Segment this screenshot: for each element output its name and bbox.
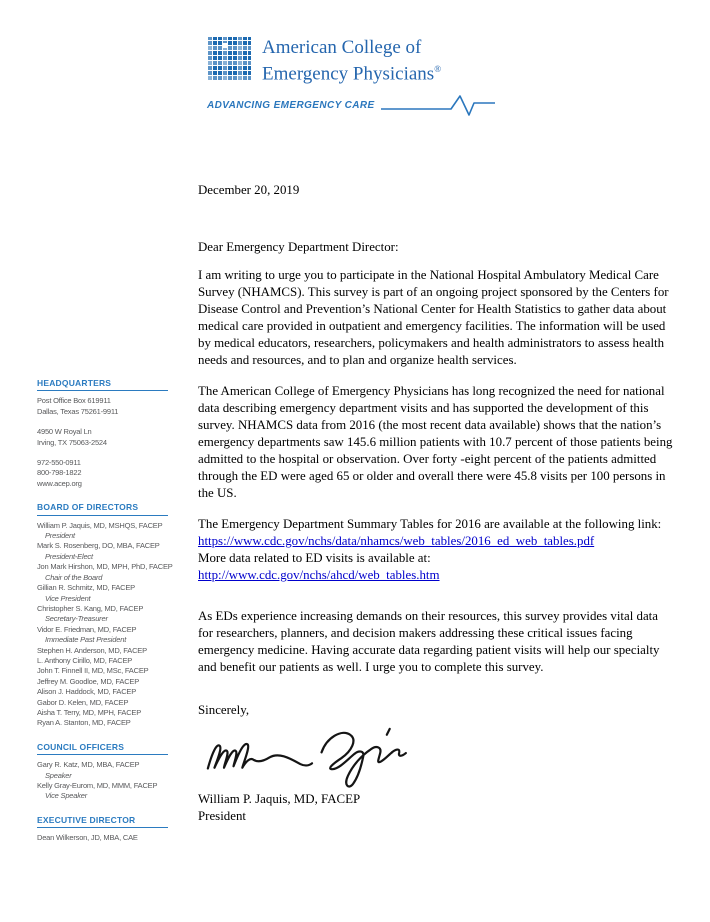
phone-number: 800-798-1822 [37,468,82,478]
board-member: Aisha T. Terry, MD, MPH, FACEP [37,707,142,717]
board-member: Gabor D. Kelen, MD, FACEP [37,697,129,707]
board-member: William P. Jaquis, MD, MSHQS, FACEP President [37,520,163,541]
closing: Sincerely, [198,703,250,717]
org-name-line2: Emergency Physicians® [262,62,442,84]
board-member: Stephen H. Anderson, MD, FACEP [37,645,147,655]
executive-director-heading: EXECUTIVE DIRECTOR [37,815,168,828]
board-member: Ryan A. Stanton, MD, FACEP [37,718,131,728]
org-name-line1: American College of [262,37,422,58]
board-of-directors-heading: BOARD OF DIRECTORS [37,502,168,515]
ed-visits-data-link[interactable]: http://www.cdc.gov/nchs/ahcd/web_tables.htm [198,568,440,582]
links-block [198,516,676,584]
salutation: Dear Emergency Department Director: [198,240,399,254]
acep-logo-grid-icon [207,37,251,81]
paragraph-2: The American College of Emergency Physicians has long recognized the need for national data describing emergency department visits and has supported the development of this survey. NHAMCS data from 2016 (the most recent data available) shows that the nation’s emergency departments saw 145.6 million patients with 10.7 percent of those patients being admitted to the hospital or observation. Over forty -eight percent of the patients admitted through the ED were aged 65 or older and overall there were 45.8 visits per 100 persons in the US. [198,384,673,500]
org-name [262,37,441,84]
letter-date: December 20, 2019 [198,183,300,197]
phone-number: 972-550-0911 [37,458,81,468]
hq-contact [37,458,168,489]
hq-po-box: Post Office Box 619911 Dallas, Texas 75261-9911 [37,396,119,416]
summary-tables-link[interactable]: https://www.cdc.gov/nchs/data/nhamcs/web_tables/2016_ed_web_tables.pdf [198,534,595,548]
website-url: www.acep.org [37,478,82,488]
link-intro-2: More data related to ED visits is available at: [198,551,431,565]
council-officer: Gary R. Katz, MD, MBA, FACEP Speaker [37,760,140,780]
board-member: Christopher S. Kang, MD, FACEP Secretary-Treasurer [37,603,144,624]
board-member: Gillian R. Schmitz, MD, FACEP Vice President [37,583,135,603]
link-intro-1: The Emergency Department Summary Tables for 2016 are available at the following link: [198,517,662,531]
board-member: L. Anthony Cirillo, MD, FACEP [37,655,133,665]
council-officer: Kelly Gray-Eurom, MD, MMM, FACEP Vice Speaker [37,781,158,801]
letter-body [198,182,676,825]
headquarters-heading: HEADQUARTERS [37,378,168,391]
board-member: John T. Finnell II, MD, MSc, FACEP [37,666,149,676]
signer-block [198,791,676,825]
paragraph-3: As EDs experience increasing demands on their resources, this survey provides vital data for researchers, planners, and decision makers addressing these critical issues facing emergency medicine. Having accurate data regarding patient visits will help our specialty and benefit our patients as well. I urge you to complete this survey. [198,609,660,674]
sidebar [37,378,173,857]
sidebar-section-headquarters [37,378,168,489]
tagline [207,92,499,118]
council-officers-heading: COUNCIL OFFICERS [37,742,168,755]
board-member: Alison J. Haddock, MD, FACEP [37,687,137,697]
acep-logo [207,37,441,84]
hq-street-address: 4950 W Royal Ln Irving, TX 75063-2524 [37,427,107,447]
registered-mark: ® [434,63,442,74]
board-member: Vidor E. Friedman, MD, FACEP Immediate Past President [37,624,137,645]
board-member: Mark S. Rosenberg, DO, MBA, FACEP President-Elect [37,541,160,561]
tagline-text: ADVANCING EMERGENCY CARE [207,99,375,111]
board-member: Jeffrey M. Goodloe, MD, FACEP [37,676,140,686]
sidebar-section-executive [37,815,168,844]
signer-title: President [198,809,246,823]
paragraph-1: I am writing to urge you to participate in the National Hospital Ambulatory Medical Care Survey (NHAMCS). This survey is part of an ongoing project sponsored by the Centers for Disease Control and Prevention’s National Center for Health Statistics to gather data about medical care provided in outpatient and emergency facilities. The information will be used by medical educators, researchers, policymakers and health administrators to assess health needs and resources, and to plan and organize health services. [198,268,669,367]
signature-image [198,723,676,789]
acep-logo-gap [222,43,227,48]
ekg-heartbeat-icon [379,92,499,118]
sidebar-section-board [37,502,173,729]
board-member: Jon Mark Hirshon, MD, MPH, PhD, FACEP Chair of the Board [37,562,173,582]
signer-name: William P. Jaquis, MD, FACEP [198,792,361,806]
executive-director: Dean Wilkerson, JD, MBA, CAE [37,833,138,843]
sidebar-section-council [37,742,168,802]
